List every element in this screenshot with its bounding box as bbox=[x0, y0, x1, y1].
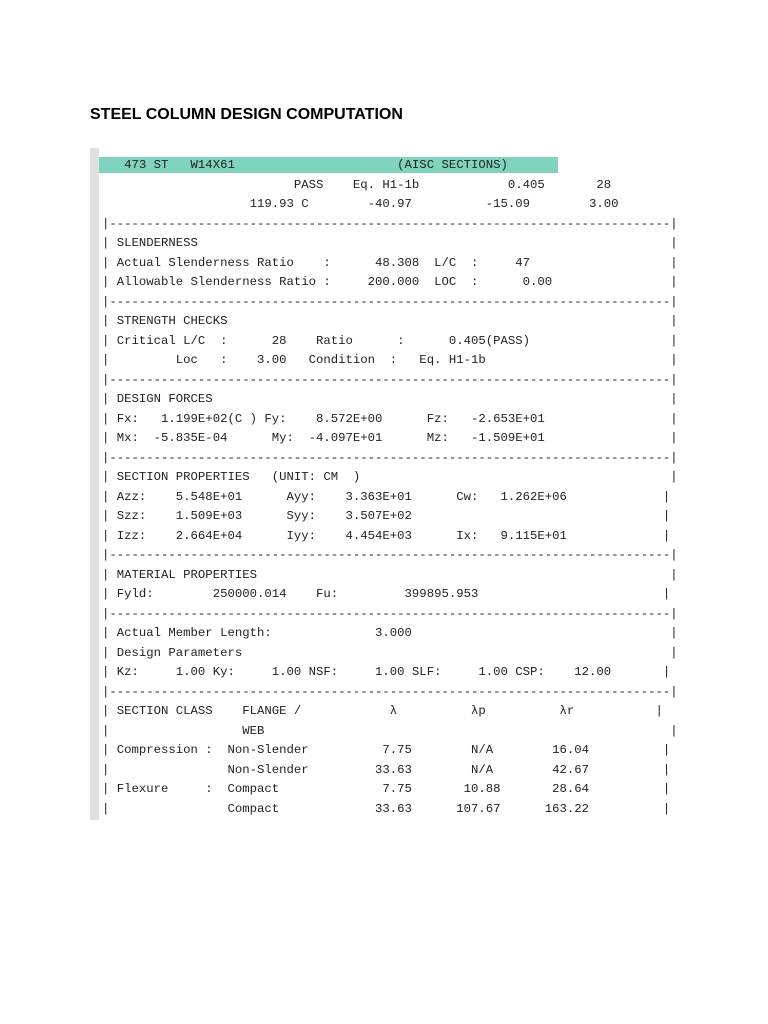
report-line: |----------------------------------------------------------------------------| bbox=[102, 450, 678, 465]
report-line: | STRENGTH CHECKS | bbox=[102, 314, 678, 328]
report-line: | SECTION CLASS FLANGE / λ λp λr | bbox=[102, 704, 663, 718]
report-line: | Szz: 1.509E+03 Syy: 3.507E+02 | bbox=[102, 509, 671, 523]
report-line: | Izz: 2.664E+04 Iyy: 4.454E+03 Ix: 9.115E+01 | bbox=[102, 528, 671, 543]
report-line: | Flexure : Compact 7.75 10.88 28.64 | bbox=[102, 782, 671, 796]
report-line: | Compact 33.63 107.67 163.22 | bbox=[102, 801, 671, 816]
report-line: |----------------------------------------------------------------------------| bbox=[102, 294, 678, 309]
report-line: | SLENDERNESS | bbox=[102, 236, 678, 250]
report-line: | Mx: -5.835E-04 My: -4.097E+01 Mz: -1.509E+01 | bbox=[102, 431, 678, 445]
report-line: | WEB | bbox=[102, 723, 678, 738]
report-line: |----------------------------------------------------------------------------| bbox=[102, 606, 678, 621]
report-line: | Design Parameters | bbox=[102, 645, 678, 660]
report-line: | Compression : Non-Slender 7.75 N/A 16.04 | bbox=[102, 743, 671, 757]
report-line: | Non-Slender 33.63 N/A 42.67 | bbox=[102, 762, 671, 777]
report-line: | Loc : 3.00 Condition : Eq. H1-1b | bbox=[102, 353, 678, 367]
report-line: | Kz: 1.00 Ky: 1.00 NSF: 1.00 SLF: 1.00 CSP: 12.00 | bbox=[102, 665, 671, 679]
report-line: | Fx: 1.199E+02(C ) Fy: 8.572E+00 Fz: -2.653E+01 | bbox=[102, 411, 678, 426]
report-text bbox=[102, 156, 722, 819]
report-line: |----------------------------------------------------------------------------| bbox=[102, 372, 678, 387]
report-line: | Azz: 5.548E+01 Ayy: 3.363E+01 Cw: 1.262E+06 | bbox=[102, 489, 671, 504]
report-line: | Critical L/C : 28 Ratio : 0.405(PASS) | bbox=[102, 333, 678, 348]
report-line: | Allowable Slenderness Ratio : 200.000 LOC : 0.00 | bbox=[102, 275, 678, 289]
report-left-margin-bar bbox=[90, 148, 99, 820]
report-line: | MATERIAL PROPERTIES | bbox=[102, 567, 678, 582]
report-line: | Actual Member Length: 3.000 | bbox=[102, 626, 678, 640]
report-line: 473 ST W14X61 (AISC SECTIONS) bbox=[102, 158, 508, 172]
report-line: | DESIGN FORCES | bbox=[102, 392, 678, 406]
report-line: |----------------------------------------------------------------------------| bbox=[102, 216, 678, 231]
page-title: STEEL COLUMN DESIGN COMPUTATION bbox=[90, 106, 403, 123]
report-panel bbox=[90, 148, 726, 820]
report-line: 119.93 C -40.97 -15.09 3.00 bbox=[102, 197, 619, 211]
report-line: |----------------------------------------------------------------------------| bbox=[102, 548, 678, 562]
report-line: | Actual Slenderness Ratio : 48.308 L/C : 47 | bbox=[102, 255, 678, 270]
report-line: | SECTION PROPERTIES (UNIT: CM ) | bbox=[102, 470, 678, 484]
report-line: | Fyld: 250000.014 Fu: 399895.953 | bbox=[102, 587, 671, 601]
report-line: PASS Eq. H1-1b 0.405 28 bbox=[102, 177, 612, 192]
report-line: |----------------------------------------------------------------------------| bbox=[102, 684, 678, 699]
